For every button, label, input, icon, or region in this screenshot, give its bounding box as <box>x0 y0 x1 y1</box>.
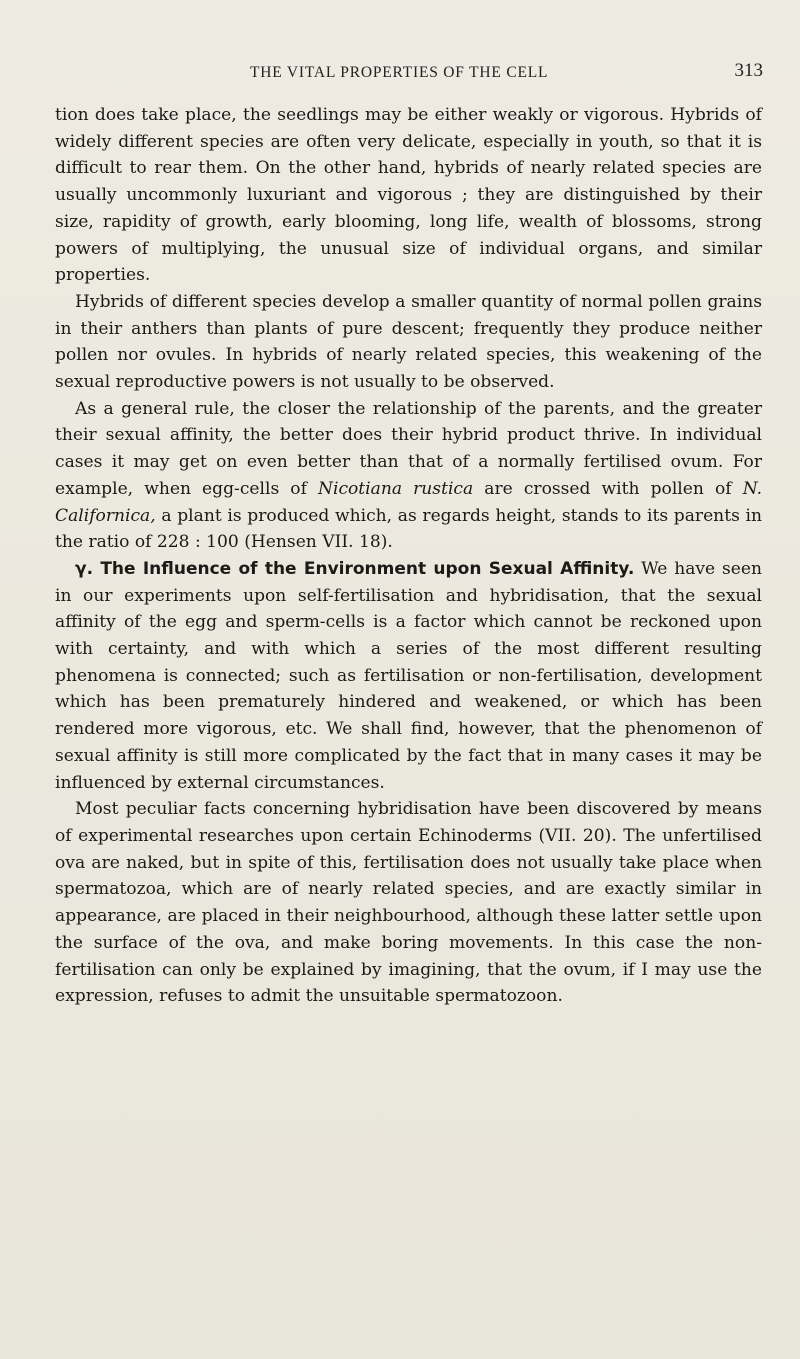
paragraph <box>55 396 762 556</box>
paragraph-text: As a general rule, the closer the relationship of the parents, and the greater their sexual affinity, the better does their hybrid product thrive. In individual cases it may get on even better than that of a normally fertilised ovum. For example, when egg-cells of <box>55 398 762 499</box>
paragraph: Hybrids of different species develop a smaller quantity of normal pollen grains in their anthers than plants of pure descent; frequently they produce neither pollen nor ovules. In hybrids of nearly related species, this weakening of the sexual reproductive powers is not usually to be observed. <box>55 291 762 393</box>
paragraph <box>55 556 762 796</box>
running-title: THE VITAL PROPERTIES OF THE CELL <box>250 64 549 81</box>
paragraph-text: are crossed with pollen of <box>473 478 743 499</box>
paragraph-text: a plant is produced which, as regards height, stands to its parents in the ratio of 228 : 100 (Hensen VII. 18). <box>55 505 762 553</box>
paragraph: Most peculiar facts concerning hybridisation have been discovered by means of experimental researches upon certain Echinoderms (VII. 20). The unfertilised ova are naked, but in spite of this, fertilisation does not usually take place when spermatozoa, which are of nearly related species, and are exactly similar in appearance, are placed in their neighbourhood, although these latter settle upon the surface of the ova, and make boring movements. In this case the non-fertilisation can only be explained by imagining, that the ovum, if I may use the expression, refuses to admit the unsuitable spermatozoon. <box>55 799 762 1007</box>
paragraph-text: We have seen in our experiments upon self-fertilisation and hybridisation, that the sexual affinity of the egg and sperm-cells is a factor which cannot be reckoned upon with certainty, and with which a series of the most different resulting phenomena is connected; such as fertilisation or non-fertilisation, development which has been prematurely hindered and weakened, or which has been rendered more vigorous, etc. We shall find, however, that the phenomenon of sexual affinity is still more complicated by the fact that in many cases it may be influenced by external circumstances. <box>55 558 762 793</box>
species-name: Nicotiana rustica <box>318 478 474 499</box>
paragraph: tion does take place, the seedlings may be either weakly or vigorous. Hybrids of widely different species are often very delicate, especially in youth, so that it is difficult to rear them. On the other hand, hybrids of nearly related species are usually uncommonly luxuriant and vigorous ; they are distinguished by their size, rapidity of growth, early blooming, long life, wealth of blossoms, strong powers of multiplying, the unusual size of individual organs, and similar properties. <box>55 105 762 286</box>
body-text <box>55 102 762 1010</box>
species-name: N. Californica, <box>55 478 762 526</box>
section-heading: γ. The Influence of the Environment upon Sexual Affinity. <box>75 558 635 579</box>
page-number: 313 <box>734 60 763 81</box>
